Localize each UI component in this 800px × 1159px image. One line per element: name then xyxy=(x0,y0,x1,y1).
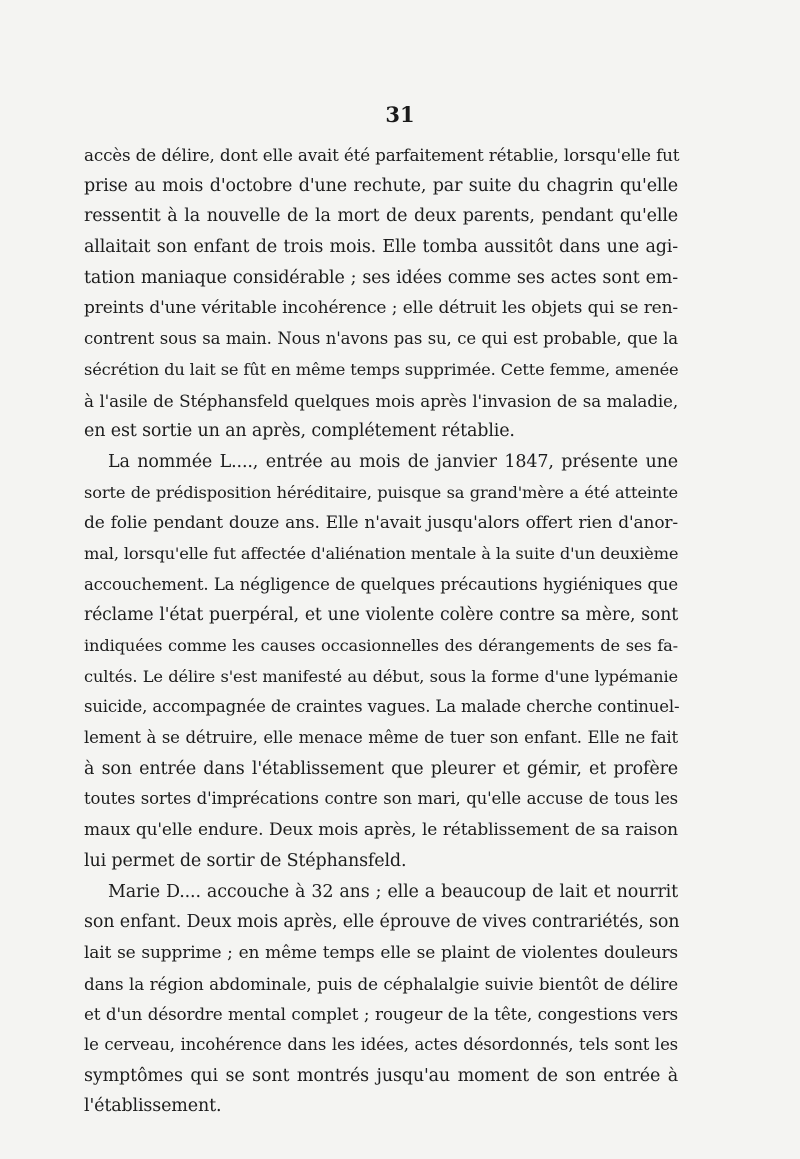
text-line: de folie pendant douze ans. Elle n'avait jusqu'alors offert rien d'anor- xyxy=(84,513,678,534)
text-line: prise au mois d'octobre d'une rechute, par suite du chagrin qu'elle xyxy=(84,175,678,196)
text-line: à l'asile de Stéphansfeld quelques mois après l'invasion de sa maladie, xyxy=(84,390,678,411)
text-line: maux qu'elle endure. Deux mois après, le rétablissement de sa raison xyxy=(84,820,678,841)
text-line: lait se supprime ; en même temps elle se plaint de violentes douleurs xyxy=(84,942,678,963)
page-number: 31 xyxy=(385,102,415,127)
text-line: en est sortie un an après, complétement rétablie. xyxy=(84,421,515,442)
text-line: tation maniaque considérable ; ses idées comme ses actes sont em- xyxy=(84,267,678,288)
text-line: cultés. Le délire s'est manifesté au début, sous la forme d'une lypémanie xyxy=(84,666,678,686)
text-line: toutes sortes d'imprécations contre son mari, qu'elle accuse de tous les xyxy=(84,789,678,809)
text-line: son enfant. Deux mois après, elle éprouve de vives contrariétés, son xyxy=(84,912,680,933)
text-line: allaitait son enfant de trois mois. Elle tomba aussitôt dans une agi- xyxy=(84,237,678,258)
text-line: lui permet de sortir de Stéphansfeld. xyxy=(84,850,407,871)
text-line: preints d'une véritable incohérence ; elle détruit les objets qui se ren- xyxy=(84,298,678,319)
text-line: sorte de prédisposition héréditaire, puisque sa grand'mère a été atteinte xyxy=(84,482,678,502)
text-line: sécrétion du lait se fût en même temps supprimée. Cette femme, amenée xyxy=(84,359,679,379)
text-line: symptômes qui se sont montrés jusqu'au moment de son entrée à xyxy=(84,1065,678,1086)
text-line: Marie D.... accouche à 32 ans ; elle a beaucoup de lait et nourrit xyxy=(108,881,678,902)
text-line: accouchement. La négligence de quelques précautions hygiéniques que xyxy=(84,574,678,594)
text-line: La nommée L...., entrée au mois de janvier 1847, présente une xyxy=(108,451,678,472)
text-line: contrent sous sa main. Nous n'avons pas su, ce qui est probable, que la xyxy=(84,329,678,349)
text-line: mal, lorsqu'elle fut affectée d'aliénation mentale à la suite d'un deuxième xyxy=(84,543,679,563)
text-line: l'établissement. xyxy=(84,1096,222,1117)
text-line: lement à se détruire, elle menace même de tuer son enfant. Elle ne fait xyxy=(84,728,678,748)
text-line: accès de délire, dont elle avait été parfaitement rétablie, lorsqu'elle fut xyxy=(84,145,680,165)
text-line: et d'un désordre mental complet ; rougeur de la tête, congestions vers xyxy=(84,1004,678,1025)
text-line: réclame l'état puerpéral, et une violente colère contre sa mère, sont xyxy=(84,605,678,626)
text-line: le cerveau, incohérence dans les idées, actes désordonnés, tels sont les xyxy=(84,1034,678,1054)
text-line: à son entrée dans l'établissement que pleurer et gémir, et profère xyxy=(84,758,678,779)
text-line: ressentit à la nouvelle de la mort de deux parents, pendant qu'elle xyxy=(84,206,678,227)
body-text xyxy=(84,140,678,1122)
text-line: suicide, accompagnée de craintes vagues. La malade cherche continuel- xyxy=(84,697,680,717)
text-line: indiquées comme les causes occasionnelles des dérangements de ses fa- xyxy=(84,636,678,655)
text-line: dans la région abdominale, puis de céphalalgie suivie bientôt de délire xyxy=(84,973,678,994)
